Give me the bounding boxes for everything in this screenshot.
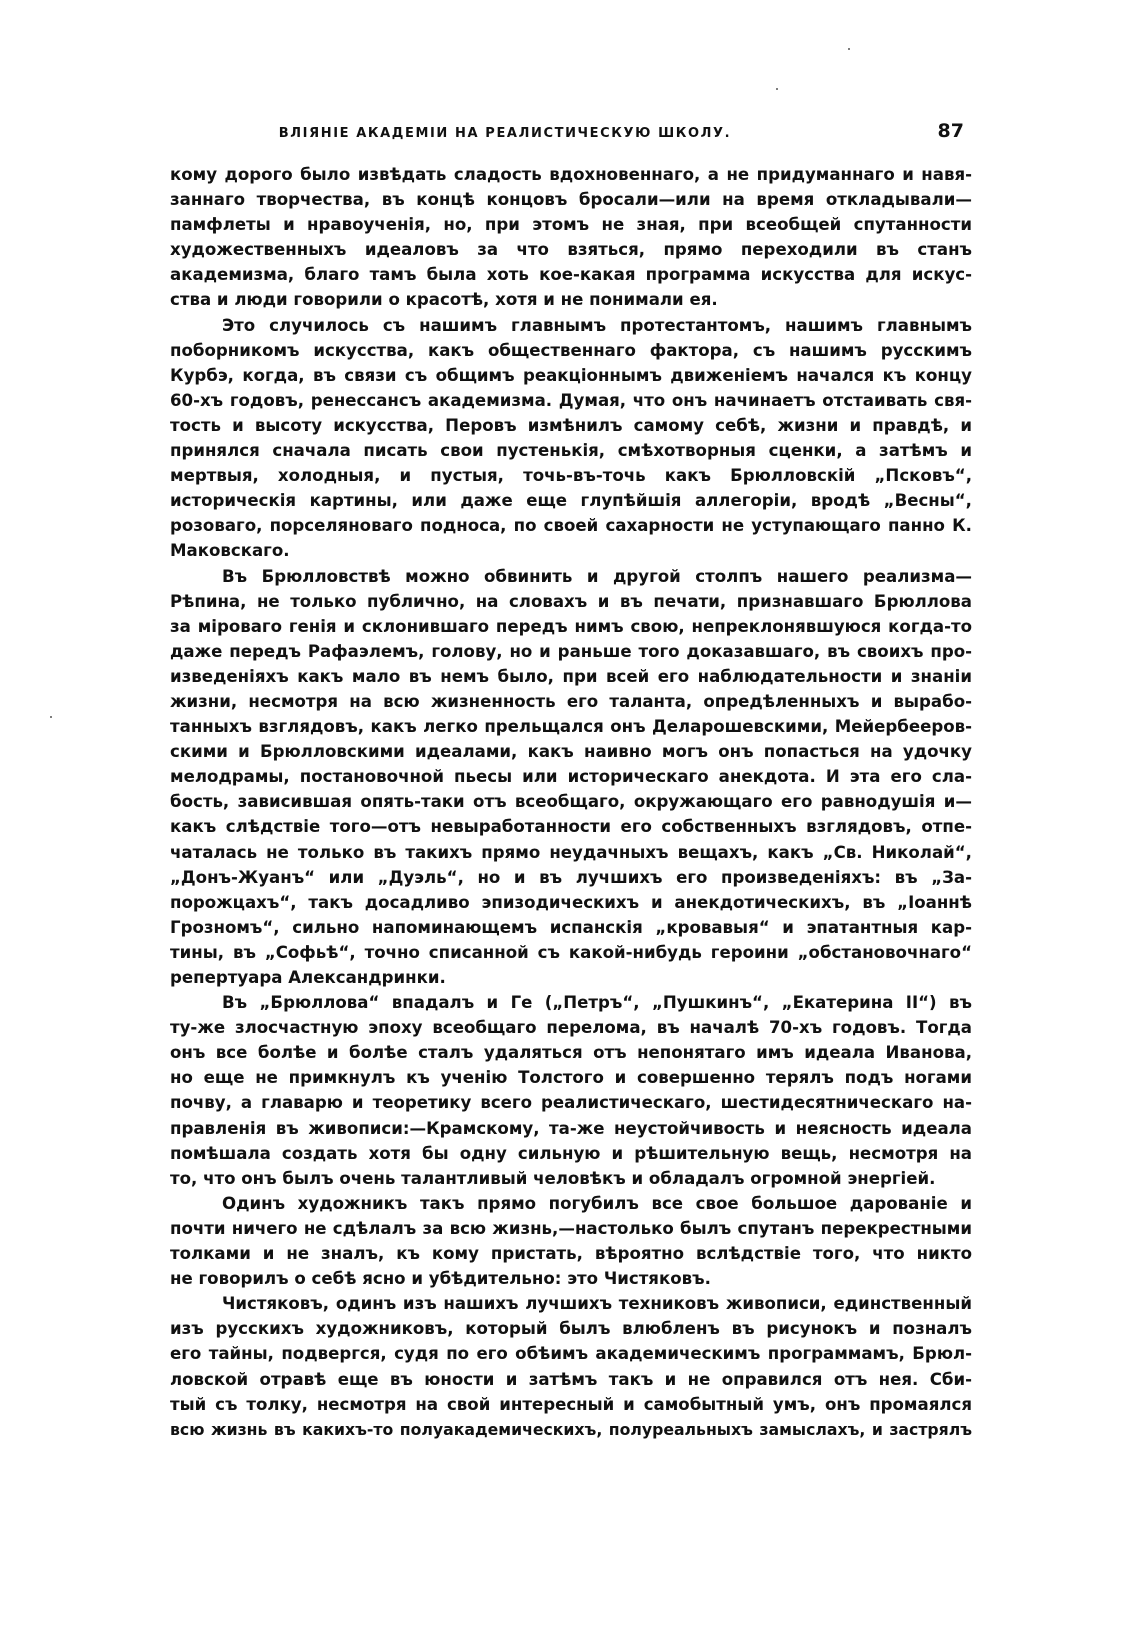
text-line: академизма, благо тамъ была хоть кое-какая программа искусства для искус- — [170, 265, 972, 285]
text-line: ства и люди говорили о красотѣ, хотя и не понимали ея. — [170, 290, 718, 310]
text-line: 60-хъ годовъ, ренессансъ академизма. Думая, что онъ начинаетъ отстаивать свя- — [170, 390, 972, 410]
text-line: порожцахъ“, такъ досадливо эпизодическихъ и анекдотическихъ, въ „Іоаннѣ — [170, 892, 972, 912]
text-line: Это случилось съ нашимъ главнымъ протестантомъ, нашимъ главнымъ — [222, 315, 972, 335]
text-line: но еще не примкнулъ къ ученію Толстого и совершенно терялъ подъ ногами — [170, 1068, 972, 1088]
text-line: жизни, несмотря на всю жизненность его таланта, опредѣленныхъ и вырабо- — [170, 691, 972, 711]
print-speck — [776, 88, 778, 90]
text-line: не говорилъ о себѣ ясно и убѣдительно: это Чистяковъ. — [170, 1269, 711, 1289]
text-line: мелодрамы, постановочной пьесы или историческаго анекдота. И эта его сла- — [170, 767, 972, 787]
text-line: даже передъ Рафаэлемъ, голову, но и раньше того доказавшаго, въ своихъ про- — [170, 641, 972, 661]
text-line: танныхъ взглядовъ, какъ легко прельщался онъ Деларошевскими, Мейербееров- — [170, 717, 972, 737]
text-line: Рѣпина, не только публично, на словахъ и въ печати, признавшаго Брюллова — [170, 591, 972, 611]
text-line: изъ русскихъ художниковъ, который былъ влюбленъ въ рисунокъ и позналъ — [170, 1319, 972, 1339]
text-line: чаталась не только въ такихъ прямо неудачныхъ вещахъ, какъ „Св. Николай“, — [170, 842, 972, 862]
text-line: Грозномъ“, сильно напоминающемъ испанскія „кровавыя“ и эпатантныя кар- — [170, 917, 972, 937]
text-line: тины, въ „Софьѣ“, точно списанной съ какой-нибудь героини „обстановочнаго“ — [170, 942, 972, 962]
text-line: художественныхъ идеаловъ за что взяться, прямо переходили въ станъ — [170, 240, 972, 260]
text-line: бость, зависившая опять-таки отъ всеобщаго, окружающаго его равнодушія и— — [170, 792, 972, 812]
text-line: онъ все болѣе и болѣе сталъ удаляться отъ непонятаго имъ идеала Иванова, — [170, 1043, 972, 1063]
text-line: правленія въ живописи:—Крамскому, та-же неустойчивость и неясность идеала — [170, 1118, 972, 1138]
text-line: скими и Брюлловскими идеалами, какъ наивно могъ онъ попасться на удочку — [170, 742, 972, 762]
text-line: всю жизнь въ какихъ-то полуакадемическихъ, полуреальныхъ замыслахъ, и застрялъ — [170, 1419, 972, 1439]
text-line: ловской отравѣ еще въ юности и затѣмъ такъ и не оправился отъ нея. Сби- — [170, 1369, 972, 1389]
text-line: какъ слѣдствіе того—отъ невыработанности его собственныхъ взглядовъ, отпе- — [170, 817, 972, 837]
text-line: кому дорого было извѣдать сладость вдохновеннаго, а не придуманнаго и навя- — [170, 165, 972, 184]
text-line: ту-же злосчастную эпоху всеобщаго перелома, въ началѣ 70-хъ годовъ. Тогда — [170, 1018, 972, 1038]
text-line: помѣшала создать хотя бы одну сильную и рѣшительную вещь, несмотря на — [170, 1143, 972, 1163]
running-head — [170, 120, 970, 150]
text-line: то, что онъ былъ очень талантливый человѣкъ и обладалъ огромной энергіей. — [170, 1168, 936, 1188]
text-line: поборникомъ искусства, какъ общественнаго фактора, съ нашимъ русскимъ — [170, 340, 972, 360]
text-line: заннаго творчества, въ концѣ концовъ бросали—или на время откладывали— — [170, 190, 972, 210]
text-line: „Донъ-Жуанъ“ или „Дуэль“, но и въ лучшихъ его произведеніяхъ: въ „За- — [170, 867, 972, 887]
text-line: историческія картины, или даже еще глупѣйшія аллегоріи, вродѣ „Весны“, — [170, 491, 972, 511]
text-line: памфлеты и нравоученія, но, при этомъ не зная, при всеобщей спутанности — [170, 215, 972, 235]
text-line: Маковскаго. — [170, 541, 290, 561]
text-line: Въ „Брюллова“ впадалъ и Ге („Петръ“, „Пушкинъ“, „Екатерина II“) въ — [222, 993, 972, 1013]
text-line: его тайны, подвергся, судя по его обѣимъ академическимъ программамъ, Брюл- — [170, 1344, 972, 1364]
text-line: Одинъ художникъ такъ прямо погубилъ все свое большое дарованіе и — [222, 1193, 972, 1213]
text-line: изведеніяхъ какъ мало въ немъ было, при всей его наблюдательности и знаніи — [170, 666, 972, 686]
text-line: Въ Брюлловствѣ можно обвинить и другой столпъ нашего реализма— — [222, 566, 972, 586]
text-line: почти ничего не сдѣлалъ за всю жизнь,—настолько былъ спутанъ перекрестными — [170, 1218, 972, 1238]
text-line: мертвыя, холодныя, и пустыя, точь-въ-точь какъ Брюлловскій „Псковъ“, — [170, 466, 972, 486]
print-speck — [50, 716, 52, 718]
print-speck — [848, 48, 850, 50]
text-line: тый съ толку, несмотря на свой интересный и самобытный умъ, онъ промаялся — [170, 1394, 972, 1414]
text-line: розоваго, порселяноваго подноса, по своей сахарности не уступающаго панно К. — [170, 516, 972, 536]
body-text — [170, 162, 972, 1442]
running-title: ВЛІЯНІЕ АКАДЕМІИ НА РЕАЛИСТИЧЕСКУЮ ШКОЛУ. — [278, 126, 732, 141]
text-line: за міроваго генія и склонившаго передъ нимъ свою, непреклонявшуюся когда-то — [170, 616, 972, 636]
text-line: тость и высоту искусства, Перовъ измѣнилъ самому себѣ, жизни и правдѣ, и — [170, 415, 972, 435]
text-line: принялся сначала писать свои пустенькія, смѣхотворныя сценки, а затѣмъ и — [170, 441, 972, 461]
text-line: Чистяковъ, одинъ изъ нашихъ лучшихъ техниковъ живописи, единственный — [222, 1294, 972, 1314]
text-line: Курбэ, когда, въ связи съ общимъ реакціоннымъ движеніемъ начался къ концу — [170, 365, 972, 385]
text-line: почву, а главарю и теоретику всего реалистическаго, шестидесятническаго на- — [170, 1093, 972, 1113]
page-number: 87 — [937, 120, 964, 142]
text-line: репертуара Александринки. — [170, 968, 446, 987]
text-line: толками и не зналъ, къ кому пристать, вѣроятно вслѣдствіе того, что никто — [170, 1244, 972, 1264]
